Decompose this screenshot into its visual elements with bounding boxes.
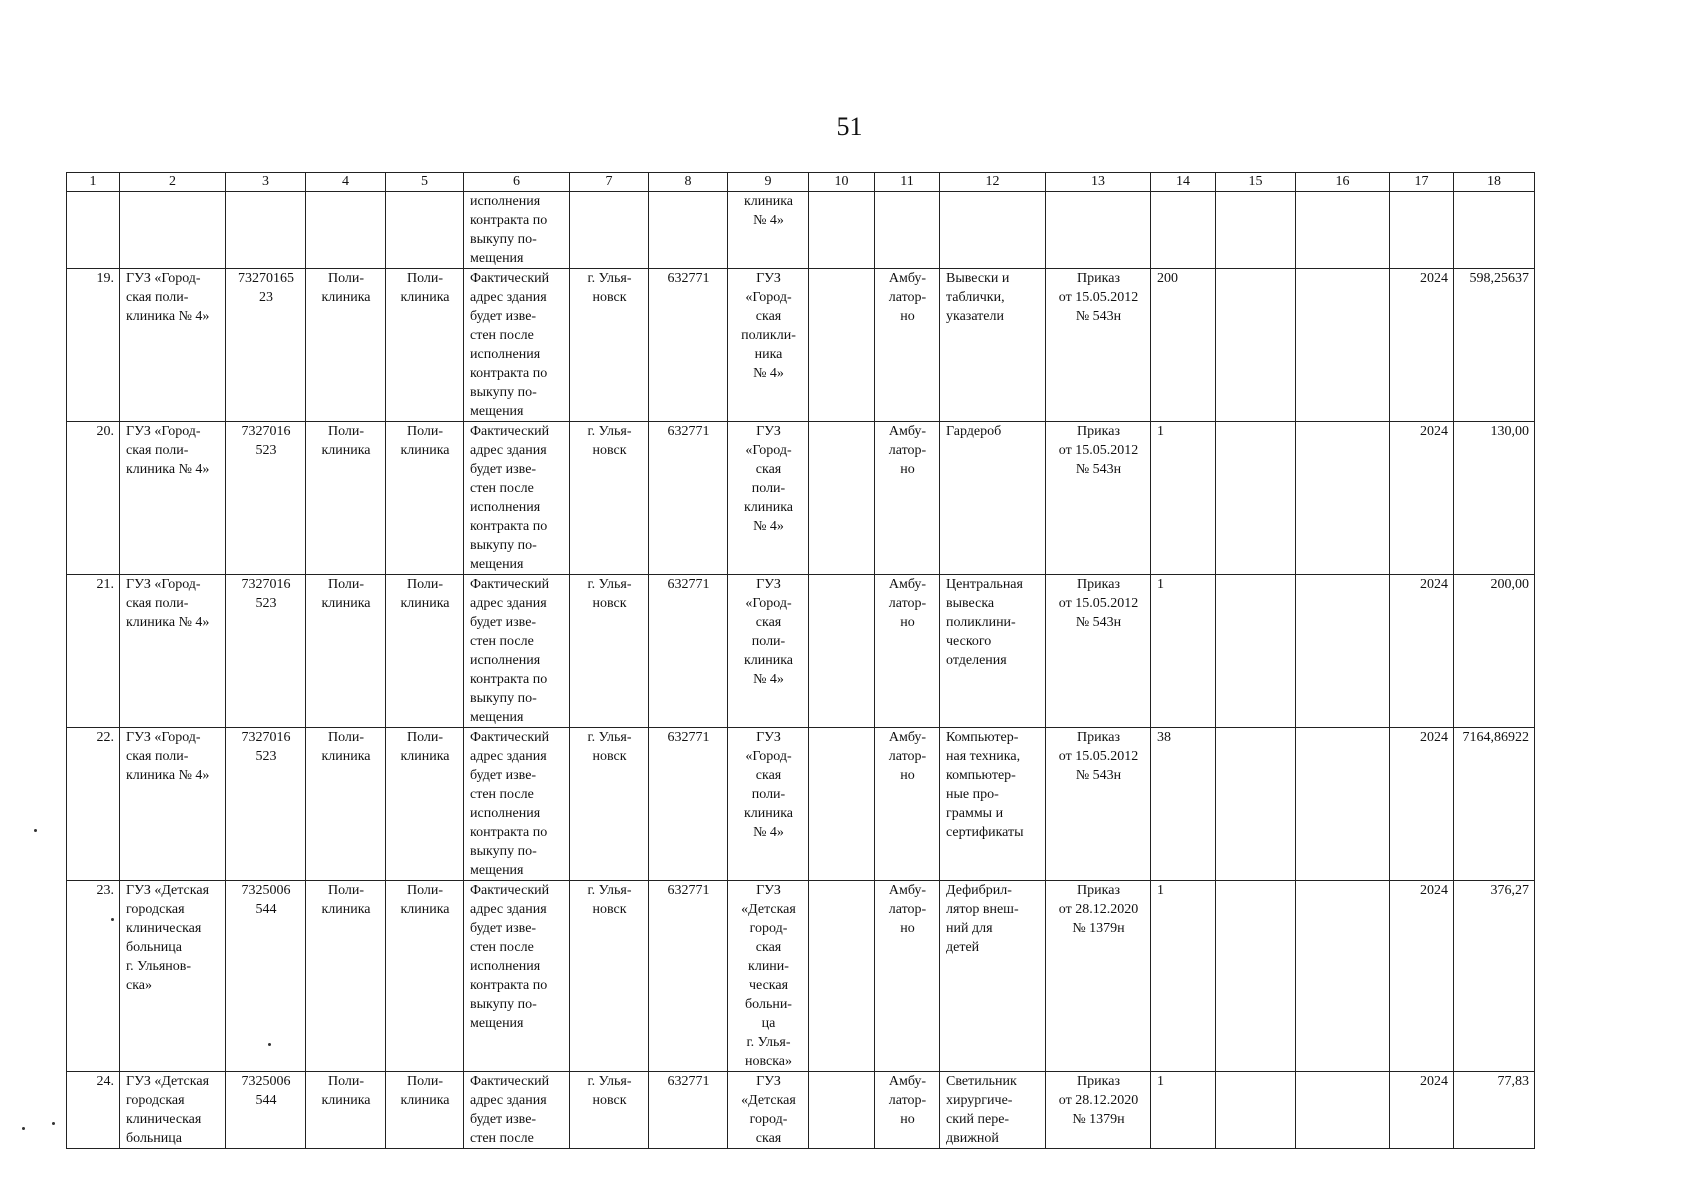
quantity-cell: 1: [1151, 422, 1216, 575]
col15-cell: [1216, 422, 1296, 575]
equipment-cell: Светильник хирургиче- ский пере- движной: [940, 1072, 1046, 1149]
col10-cell: [809, 1072, 875, 1149]
year-cell: 2024: [1390, 728, 1454, 881]
column-header: 18: [1454, 173, 1535, 192]
row-number-cell: 24.: [67, 1072, 120, 1149]
year-cell: 2024: [1390, 269, 1454, 422]
inn-cell: 7325006 544: [226, 1072, 306, 1149]
col16-cell: [1296, 881, 1390, 1072]
code-cell: 632771: [649, 1072, 728, 1149]
organization-cell: ГУЗ «Город- ская поли- клиника № 4»: [120, 575, 226, 728]
equipment-cell: Центральная вывеска поликлини- ческого отделения: [940, 575, 1046, 728]
year-cell: 2024: [1390, 422, 1454, 575]
address-cell: Фактический адрес здания будет изве- стен после исполнения контракта по выкупу по- мещения: [464, 881, 570, 1072]
holder-cell: ГУЗ «Город- ская поли- клиника № 4»: [728, 575, 809, 728]
column-header: 1: [67, 173, 120, 192]
address-cell: Фактический адрес здания будет изве- стен после исполнения контракта по выкупу по- мещения: [464, 422, 570, 575]
register-table: [66, 172, 1535, 1149]
column-header: 16: [1296, 173, 1390, 192]
column-header: 4: [306, 173, 386, 192]
column-header: 9: [728, 173, 809, 192]
equipment-cell: Компьютер- ная техника, компьютер- ные про- граммы и сертификаты: [940, 728, 1046, 881]
address-cell: Фактический адрес здания будет изве- стен после исполнения контракта по выкупу по- мещения: [464, 269, 570, 422]
inn-cell: 7327016 523: [226, 728, 306, 881]
holder-cell: ГУЗ «Город- ская поли- клиника № 4»: [728, 728, 809, 881]
row-number-cell: 19.: [67, 269, 120, 422]
column-header: 11: [875, 173, 940, 192]
care-form-cell: Амбу- латор- но: [875, 575, 940, 728]
code-cell: 632771: [649, 728, 728, 881]
column-header: 10: [809, 173, 875, 192]
col15-cell: [1216, 1072, 1296, 1149]
order-cell: Приказ от 15.05.2012 № 543н: [1046, 575, 1151, 728]
order-cell: Приказ от 15.05.2012 № 543н: [1046, 422, 1151, 575]
facility-type-cell: Поли- клиника: [306, 269, 386, 422]
row-number-cell: 21.: [67, 575, 120, 728]
facility-type-cell: Поли- клиника: [306, 422, 386, 575]
facility-kind-cell: Поли- клиника: [386, 881, 464, 1072]
inn-cell: 73270165 23: [226, 269, 306, 422]
amount-cell: 200,00: [1454, 575, 1535, 728]
facility-kind-cell: Поли- клиника: [386, 269, 464, 422]
page-number: 51: [836, 112, 863, 141]
city-cell: г. Улья- новск: [570, 728, 649, 881]
column-header: 17: [1390, 173, 1454, 192]
amount-cell: 598,25637: [1454, 269, 1535, 422]
year-cell: 2024: [1390, 575, 1454, 728]
col10-cell: [809, 881, 875, 1072]
col10-cell: [809, 422, 875, 575]
col10-cell: [809, 728, 875, 881]
organization-cell: ГУЗ «Детская городская клиническая больница г. Ульянов- ска»: [120, 881, 226, 1072]
facility-kind-cell: Поли- клиника: [386, 1072, 464, 1149]
table-row: [67, 881, 1535, 1072]
holder-cell: ГУЗ «Город- ская поли- клиника № 4»: [728, 422, 809, 575]
order-cell: Приказ от 15.05.2012 № 543н: [1046, 728, 1151, 881]
amount-cell: 7164,86922: [1454, 728, 1535, 881]
holder-cell: ГУЗ «Детская город- ская: [728, 1072, 809, 1149]
city-cell: г. Улья- новск: [570, 422, 649, 575]
col15-cell: [1216, 881, 1296, 1072]
care-form-cell: Амбу- латор- но: [875, 422, 940, 575]
col15-cell: [1216, 575, 1296, 728]
table-row: [67, 575, 1535, 728]
code-cell: 632771: [649, 269, 728, 422]
column-header: 15: [1216, 173, 1296, 192]
continuation-row: [67, 192, 1535, 269]
facility-kind-cell: Поли- клиника: [386, 728, 464, 881]
care-form-cell: Амбу- латор- но: [875, 269, 940, 422]
code-cell: 632771: [649, 422, 728, 575]
order-cell: Приказ от 15.05.2012 № 543н: [1046, 269, 1151, 422]
quantity-cell: 1: [1151, 1072, 1216, 1149]
year-cell: 2024: [1390, 1072, 1454, 1149]
column-header: 2: [120, 173, 226, 192]
equipment-cell: Дефибрил- лятор внеш- ний для детей: [940, 881, 1046, 1072]
scan-speck: [34, 829, 37, 832]
table-row: [67, 269, 1535, 422]
city-cell: г. Улья- новск: [570, 269, 649, 422]
column-header: 12: [940, 173, 1046, 192]
city-cell: г. Улья- новск: [570, 1072, 649, 1149]
quantity-cell: 1: [1151, 881, 1216, 1072]
header-row: [67, 173, 1535, 192]
care-form-cell: Амбу- латор- но: [875, 1072, 940, 1149]
inn-cell: 7327016 523: [226, 422, 306, 575]
organization-cell: ГУЗ «Город- ская поли- клиника № 4»: [120, 728, 226, 881]
quantity-cell: 1: [1151, 575, 1216, 728]
amount-cell: 77,83: [1454, 1072, 1535, 1149]
care-form-cell: Амбу- латор- но: [875, 881, 940, 1072]
scan-speck: [111, 918, 114, 921]
facility-kind-cell: Поли- клиника: [386, 422, 464, 575]
scan-speck: [22, 1127, 25, 1130]
row-number-cell: 23.: [67, 881, 120, 1072]
col16-cell: [1296, 422, 1390, 575]
amount-cell: 130,00: [1454, 422, 1535, 575]
column-header: 7: [570, 173, 649, 192]
facility-type-cell: Поли- клиника: [306, 881, 386, 1072]
table-row: [67, 1072, 1535, 1149]
row-number-cell: 20.: [67, 422, 120, 575]
organization-cell: ГУЗ «Город- ская поли- клиника № 4»: [120, 269, 226, 422]
col10-cell: [809, 269, 875, 422]
code-cell: 632771: [649, 881, 728, 1072]
address-cell: Фактический адрес здания будет изве- стен после исполнения контракта по выкупу по- мещения: [464, 728, 570, 881]
col16-cell: [1296, 1072, 1390, 1149]
holder-cell: ГУЗ «Город- ская поликли- ника № 4»: [728, 269, 809, 422]
amount-cell: 376,27: [1454, 881, 1535, 1072]
facility-kind-cell: Поли- клиника: [386, 575, 464, 728]
holder-cell: клиника № 4»: [728, 192, 809, 269]
column-header: 3: [226, 173, 306, 192]
column-header: 14: [1151, 173, 1216, 192]
city-cell: г. Улья- новск: [570, 881, 649, 1072]
row-number-cell: 22.: [67, 728, 120, 881]
table-row: [67, 728, 1535, 881]
equipment-cell: Гардероб: [940, 422, 1046, 575]
address-cell: Фактический адрес здания будет изве- стен после исполнения контракта по выкупу по- мещения: [464, 575, 570, 728]
scan-speck: [52, 1122, 55, 1125]
equipment-cell: Вывески и таблички, указатели: [940, 269, 1046, 422]
order-cell: Приказ от 28.12.2020 № 1379н: [1046, 1072, 1151, 1149]
facility-type-cell: Поли- клиника: [306, 575, 386, 728]
city-cell: г. Улья- новск: [570, 575, 649, 728]
quantity-cell: 200: [1151, 269, 1216, 422]
col15-cell: [1216, 728, 1296, 881]
col15-cell: [1216, 269, 1296, 422]
col16-cell: [1296, 575, 1390, 728]
quantity-cell: 38: [1151, 728, 1216, 881]
code-cell: 632771: [649, 575, 728, 728]
inn-cell: 7327016 523: [226, 575, 306, 728]
col16-cell: [1296, 728, 1390, 881]
organization-cell: ГУЗ «Город- ская поли- клиника № 4»: [120, 422, 226, 575]
column-header: 13: [1046, 173, 1151, 192]
order-cell: Приказ от 28.12.2020 № 1379н: [1046, 881, 1151, 1072]
address-cell: Фактический адрес здания будет изве- стен после: [464, 1072, 570, 1149]
col10-cell: [809, 575, 875, 728]
holder-cell: ГУЗ «Детская город- ская клини- ческая больни- ца г. Улья- новска»: [728, 881, 809, 1072]
scan-speck: [268, 1043, 271, 1046]
inn-cell: 7325006 544: [226, 881, 306, 1072]
organization-cell: ГУЗ «Детская городская клиническая больница: [120, 1072, 226, 1149]
address-cell: исполнения контракта по выкупу по- мещения: [464, 192, 570, 269]
column-header: 5: [386, 173, 464, 192]
facility-type-cell: Поли- клиника: [306, 1072, 386, 1149]
year-cell: 2024: [1390, 881, 1454, 1072]
col16-cell: [1296, 269, 1390, 422]
care-form-cell: Амбу- латор- но: [875, 728, 940, 881]
table-row: [67, 422, 1535, 575]
column-header: 6: [464, 173, 570, 192]
column-header: 8: [649, 173, 728, 192]
facility-type-cell: Поли- клиника: [306, 728, 386, 881]
